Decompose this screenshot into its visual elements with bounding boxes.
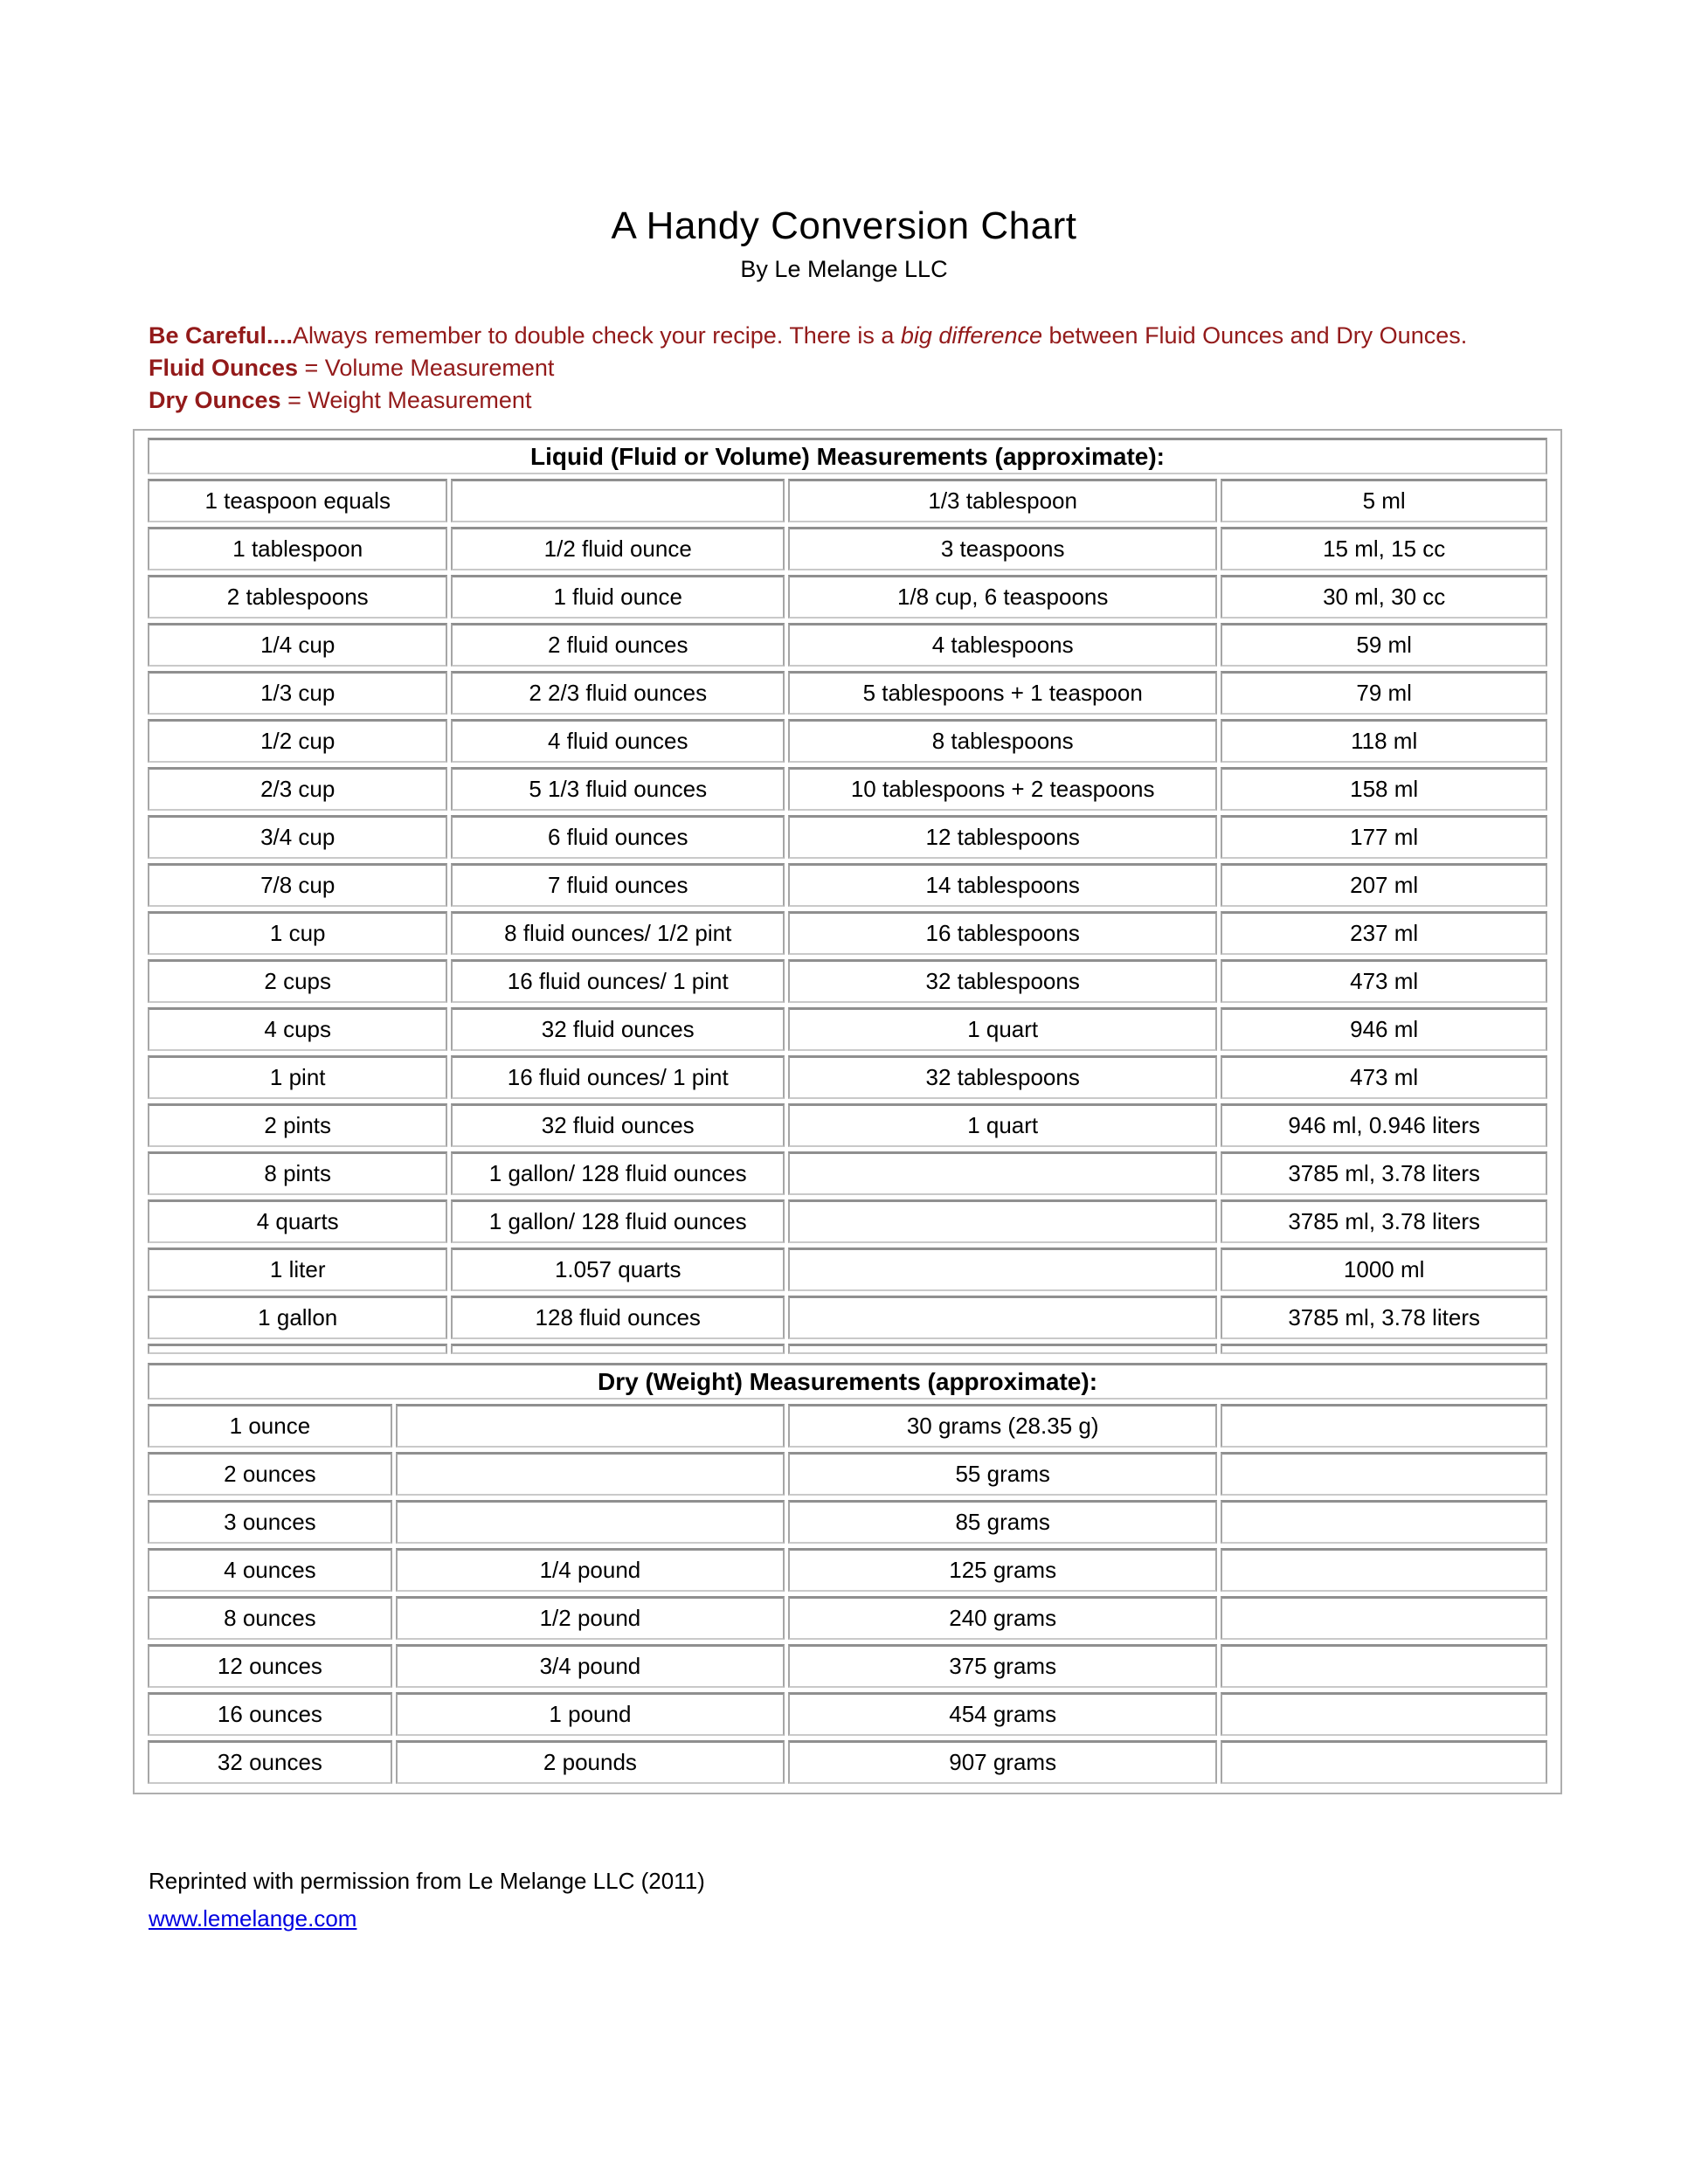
warning-line-fluid-ounces bbox=[149, 352, 1574, 384]
table-cell: 2 2/3 fluid ounces bbox=[451, 671, 785, 715]
spacer-row bbox=[148, 1344, 1547, 1354]
table-cell bbox=[1221, 1548, 1547, 1592]
table-cell: 4 fluid ounces bbox=[451, 719, 785, 763]
table-cell: 3785 ml, 3.78 liters bbox=[1221, 1151, 1547, 1195]
table-cell bbox=[396, 1404, 785, 1448]
table-cell: 3785 ml, 3.78 liters bbox=[1221, 1199, 1547, 1243]
spacer-cell bbox=[451, 1344, 785, 1354]
spacer-cell bbox=[788, 1344, 1217, 1354]
table-cell: 8 fluid ounces/ 1/2 pint bbox=[451, 911, 785, 955]
warning-line-dry-ounces bbox=[149, 384, 1574, 417]
table-cell: 1 liter bbox=[148, 1248, 447, 1291]
liquid-table-header-row bbox=[148, 438, 1547, 474]
table-row bbox=[148, 911, 1547, 955]
table-cell bbox=[396, 1500, 785, 1544]
table-cell: 1 quart bbox=[788, 1103, 1217, 1147]
table-cell: 4 quarts bbox=[148, 1199, 447, 1243]
table-cell: 2 ounces bbox=[148, 1452, 392, 1496]
table-row bbox=[148, 1007, 1547, 1051]
table-cell: 240 grams bbox=[788, 1596, 1217, 1640]
table-row bbox=[148, 1500, 1547, 1544]
table-cell: 1/2 cup bbox=[148, 719, 447, 763]
table-cell: 16 fluid ounces/ 1 pint bbox=[451, 1055, 785, 1099]
table-row bbox=[148, 815, 1547, 859]
table-row bbox=[148, 767, 1547, 811]
table-row bbox=[148, 1596, 1547, 1640]
table-cell: 1 gallon/ 128 fluid ounces bbox=[451, 1199, 785, 1243]
warning-text-careful-tail: between Fluid Ounces and Dry Ounces. bbox=[1041, 322, 1468, 349]
footer bbox=[149, 1868, 1688, 1932]
table-cell: 1 fluid ounce bbox=[451, 575, 785, 619]
table-cell: 32 fluid ounces bbox=[451, 1103, 785, 1147]
table-cell: 79 ml bbox=[1221, 671, 1547, 715]
table-cell bbox=[1221, 1692, 1547, 1736]
table-cell: 85 grams bbox=[788, 1500, 1217, 1544]
table-cell: 1/3 cup bbox=[148, 671, 447, 715]
table-cell bbox=[1221, 1740, 1547, 1784]
table-cell: 32 ounces bbox=[148, 1740, 392, 1784]
table-cell: 1 pint bbox=[148, 1055, 447, 1099]
table-row bbox=[148, 671, 1547, 715]
table-cell: 3785 ml, 3.78 liters bbox=[1221, 1296, 1547, 1339]
table-cell: 16 ounces bbox=[148, 1692, 392, 1736]
table-row bbox=[148, 1740, 1547, 1784]
table-cell: 2 pounds bbox=[396, 1740, 785, 1784]
table-row bbox=[148, 1103, 1547, 1147]
table-cell: 2 tablespoons bbox=[148, 575, 447, 619]
table-cell: 473 ml bbox=[1221, 959, 1547, 1003]
table-cell: 3 teaspoons bbox=[788, 527, 1217, 570]
table-cell bbox=[788, 1151, 1217, 1195]
spacer-cell bbox=[1221, 1344, 1547, 1354]
table-cell bbox=[451, 479, 785, 522]
liquid-table-body bbox=[148, 479, 1547, 1339]
table-row bbox=[148, 1055, 1547, 1099]
table-cell: 3/4 pound bbox=[396, 1644, 785, 1688]
table-cell: 1.057 quarts bbox=[451, 1248, 785, 1291]
dry-table-header: Dry (Weight) Measurements (approximate): bbox=[148, 1363, 1547, 1400]
table-cell: 1000 ml bbox=[1221, 1248, 1547, 1291]
table-cell: 158 ml bbox=[1221, 767, 1547, 811]
table-cell: 1/4 pound bbox=[396, 1548, 785, 1592]
dry-measurements-table bbox=[144, 1358, 1551, 1788]
table-cell: 5 ml bbox=[1221, 479, 1547, 522]
table-cell: 1/4 cup bbox=[148, 623, 447, 667]
table-cell: 1 gallon/ 128 fluid ounces bbox=[451, 1151, 785, 1195]
table-cell: 3/4 cup bbox=[148, 815, 447, 859]
table-cell: 3 ounces bbox=[148, 1500, 392, 1544]
table-cell bbox=[1221, 1452, 1547, 1496]
table-cell: 10 tablespoons + 2 teaspoons bbox=[788, 767, 1217, 811]
page-subtitle: By Le Melange LLC bbox=[740, 256, 948, 282]
table-cell: 32 tablespoons bbox=[788, 959, 1217, 1003]
dry-table-body bbox=[148, 1404, 1547, 1784]
table-cell bbox=[788, 1248, 1217, 1291]
warning-text-careful: Always remember to double check your recipe. There is a bbox=[293, 322, 901, 349]
table-row bbox=[148, 959, 1547, 1003]
table-cell: 2 pints bbox=[148, 1103, 447, 1147]
warning-text-dry-ounces: = Weight Measurement bbox=[280, 387, 532, 413]
table-cell: 1 teaspoon equals bbox=[148, 479, 447, 522]
table-cell: 30 ml, 30 cc bbox=[1221, 575, 1547, 619]
table-cell: 8 pints bbox=[148, 1151, 447, 1195]
table-row bbox=[148, 1296, 1547, 1339]
table-cell: 4 cups bbox=[148, 1007, 447, 1051]
table-row bbox=[148, 479, 1547, 522]
table-cell: 7/8 cup bbox=[148, 863, 447, 907]
dry-table-header-row bbox=[148, 1363, 1547, 1400]
table-cell: 14 tablespoons bbox=[788, 863, 1217, 907]
page-title: A Handy Conversion Chart bbox=[611, 204, 1077, 247]
warning-bold-fluid-ounces: Fluid Ounces bbox=[149, 355, 299, 381]
table-cell: 5 1/3 fluid ounces bbox=[451, 767, 785, 811]
table-cell bbox=[396, 1452, 785, 1496]
table-row bbox=[148, 1248, 1547, 1291]
table-row bbox=[148, 1548, 1547, 1592]
liquid-table-header: Liquid (Fluid or Volume) Measurements (approximate): bbox=[148, 438, 1547, 474]
table-cell: 59 ml bbox=[1221, 623, 1547, 667]
liquid-measurements-table bbox=[144, 433, 1551, 1358]
table-row bbox=[148, 1199, 1547, 1243]
warning-line-careful bbox=[149, 320, 1574, 352]
table-row bbox=[148, 623, 1547, 667]
table-cell: 4 ounces bbox=[148, 1548, 392, 1592]
table-cell: 2 fluid ounces bbox=[451, 623, 785, 667]
table-cell: 55 grams bbox=[788, 1452, 1217, 1496]
liquid-table-spacer bbox=[148, 1344, 1547, 1354]
table-cell: 128 fluid ounces bbox=[451, 1296, 785, 1339]
table-row bbox=[148, 1404, 1547, 1448]
table-cell bbox=[1221, 1644, 1547, 1688]
table-cell bbox=[1221, 1500, 1547, 1544]
footer-credit: Reprinted with permission from Le Melange LLC (2011) bbox=[149, 1868, 705, 1894]
table-cell: 207 ml bbox=[1221, 863, 1547, 907]
warning-bold-dry-ounces: Dry Ounces bbox=[149, 387, 281, 413]
table-cell: 1/2 fluid ounce bbox=[451, 527, 785, 570]
table-cell: 5 tablespoons + 1 teaspoon bbox=[788, 671, 1217, 715]
table-cell: 454 grams bbox=[788, 1692, 1217, 1736]
warning-text-fluid-ounces: = Volume Measurement bbox=[298, 355, 555, 381]
table-row bbox=[148, 1692, 1547, 1736]
table-cell: 1 gallon bbox=[148, 1296, 447, 1339]
warning-italic-big-difference: big difference bbox=[900, 322, 1042, 349]
table-cell: 8 tablespoons bbox=[788, 719, 1217, 763]
table-cell: 1/8 cup, 6 teaspoons bbox=[788, 575, 1217, 619]
table-cell: 1/3 tablespoon bbox=[788, 479, 1217, 522]
table-cell: 946 ml, 0.946 liters bbox=[1221, 1103, 1547, 1147]
spacer-cell bbox=[148, 1344, 447, 1354]
table-row bbox=[148, 1151, 1547, 1195]
table-cell: 30 grams (28.35 g) bbox=[788, 1404, 1217, 1448]
table-cell: 177 ml bbox=[1221, 815, 1547, 859]
warning-block bbox=[149, 320, 1574, 417]
table-cell: 237 ml bbox=[1221, 911, 1547, 955]
table-cell: 1/2 pound bbox=[396, 1596, 785, 1640]
conversion-tables-container bbox=[133, 429, 1562, 1794]
table-cell: 946 ml bbox=[1221, 1007, 1547, 1051]
table-cell: 1 ounce bbox=[148, 1404, 392, 1448]
table-cell: 2/3 cup bbox=[148, 767, 447, 811]
table-row bbox=[148, 863, 1547, 907]
table-cell: 2 cups bbox=[148, 959, 447, 1003]
table-cell: 4 tablespoons bbox=[788, 623, 1217, 667]
table-cell: 1 quart bbox=[788, 1007, 1217, 1051]
table-cell: 375 grams bbox=[788, 1644, 1217, 1688]
warning-bold-be-careful: Be Careful.... bbox=[149, 322, 294, 349]
table-cell: 6 fluid ounces bbox=[451, 815, 785, 859]
table-cell bbox=[788, 1296, 1217, 1339]
table-cell: 15 ml, 15 cc bbox=[1221, 527, 1547, 570]
table-cell bbox=[1221, 1404, 1547, 1448]
table-cell: 32 fluid ounces bbox=[451, 1007, 785, 1051]
table-cell: 1 cup bbox=[148, 911, 447, 955]
table-cell bbox=[788, 1199, 1217, 1243]
table-row bbox=[148, 527, 1547, 570]
table-cell: 907 grams bbox=[788, 1740, 1217, 1784]
table-row bbox=[148, 1644, 1547, 1688]
table-cell: 118 ml bbox=[1221, 719, 1547, 763]
table-cell: 32 tablespoons bbox=[788, 1055, 1217, 1099]
table-cell: 16 fluid ounces/ 1 pint bbox=[451, 959, 785, 1003]
table-cell: 8 ounces bbox=[148, 1596, 392, 1640]
table-cell: 125 grams bbox=[788, 1548, 1217, 1592]
table-cell: 473 ml bbox=[1221, 1055, 1547, 1099]
table-cell bbox=[1221, 1596, 1547, 1640]
table-cell: 16 tablespoons bbox=[788, 911, 1217, 955]
table-row bbox=[148, 719, 1547, 763]
table-cell: 1 tablespoon bbox=[148, 527, 447, 570]
table-row bbox=[148, 1452, 1547, 1496]
table-row bbox=[148, 575, 1547, 619]
table-cell: 1 pound bbox=[396, 1692, 785, 1736]
table-cell: 12 ounces bbox=[148, 1644, 392, 1688]
table-cell: 12 tablespoons bbox=[788, 815, 1217, 859]
table-cell: 7 fluid ounces bbox=[451, 863, 785, 907]
footer-link[interactable]: www.lemelange.com bbox=[149, 1905, 357, 1932]
